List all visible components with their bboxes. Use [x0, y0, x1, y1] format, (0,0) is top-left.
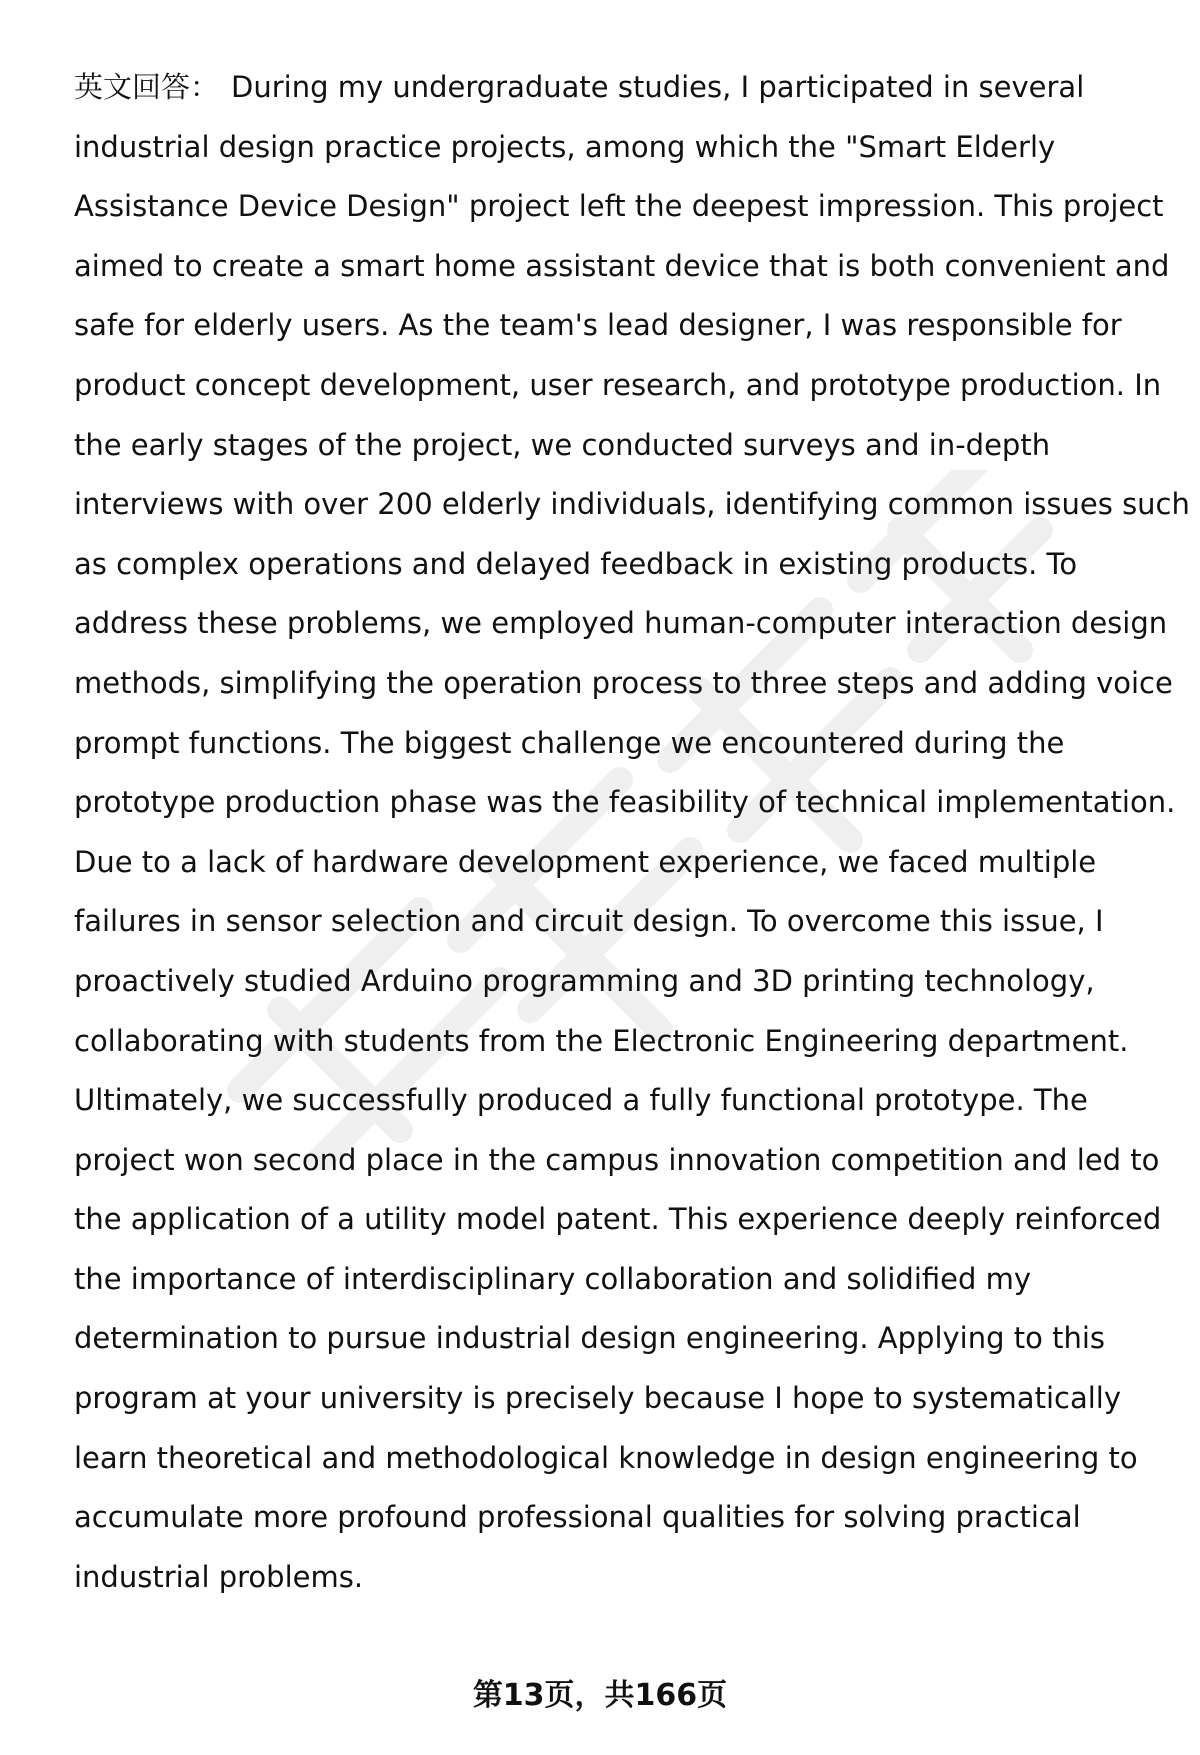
answer-line: product concept development, user research, and prototype production. In — [74, 367, 1162, 402]
answer-prefix: 英文回答： — [74, 70, 220, 104]
answer-line: accumulate more profound professional qualities for solving practical — [74, 1500, 1081, 1535]
answer-line: project won second place in the campus innovation competition and led to — [74, 1142, 1160, 1177]
answer-line-text: During my undergraduate studies, I participated in several — [231, 70, 1085, 104]
answer-line: program at your university is precisely because I hope to systematically — [74, 1381, 1122, 1416]
answer-line: Ultimately, we successfully produced a fully functional prototype. The — [74, 1083, 1088, 1118]
answer-line: failures in sensor selection and circuit design. To overcome this issue, I — [74, 904, 1104, 939]
answer-line: as complex operations and delayed feedback in existing products. To — [74, 546, 1078, 581]
answer-line: collaborating with students from the Electronic Engineering department. — [74, 1023, 1129, 1058]
answer-line: address these problems, we employed human-computer interaction design — [74, 606, 1168, 641]
answer-line: determination to pursue industrial design engineering. Applying to this — [74, 1321, 1105, 1356]
page-number: 第13页，共166页 — [472, 1678, 728, 1713]
answer-line: the application of a utility model patent. This experience deeply reinforced — [74, 1202, 1162, 1237]
answer-line: interviews with over 200 elderly individuals, identifying common issues such — [74, 487, 1190, 522]
answer-line: industrial problems. — [74, 1559, 364, 1594]
answer-line: the early stages of the project, we conducted surveys and in-depth — [74, 427, 1051, 462]
answer-line: Due to a lack of hardware development experience, we faced multiple — [74, 844, 1097, 879]
answer-line: aimed to create a smart home assistant device that is both convenient and — [74, 248, 1170, 283]
answer-line: methods, simplifying the operation process to three steps and adding voice — [74, 665, 1173, 700]
answer-line: learn theoretical and methodological knowledge in design engineering to — [74, 1440, 1138, 1475]
answer-line: Assistance Device Design" project left the deepest impression. This project — [74, 189, 1164, 224]
answer-paragraph — [74, 58, 1190, 1607]
answer-line — [74, 58, 1154, 118]
answer-line: prototype production phase was the feasibility of technical implementation. — [74, 785, 1176, 820]
answer-line: industrial design practice projects, among which the "Smart Elderly — [74, 129, 1056, 164]
answer-line: proactively studied Arduino programming and 3D printing technology, — [74, 963, 1095, 998]
answer-line: the importance of interdisciplinary collaboration and solidified my — [74, 1261, 1032, 1296]
answer-line: safe for elderly users. As the team's lead designer, I was responsible for — [74, 308, 1122, 343]
answer-line: prompt functions. The biggest challenge we encountered during the — [74, 725, 1065, 760]
